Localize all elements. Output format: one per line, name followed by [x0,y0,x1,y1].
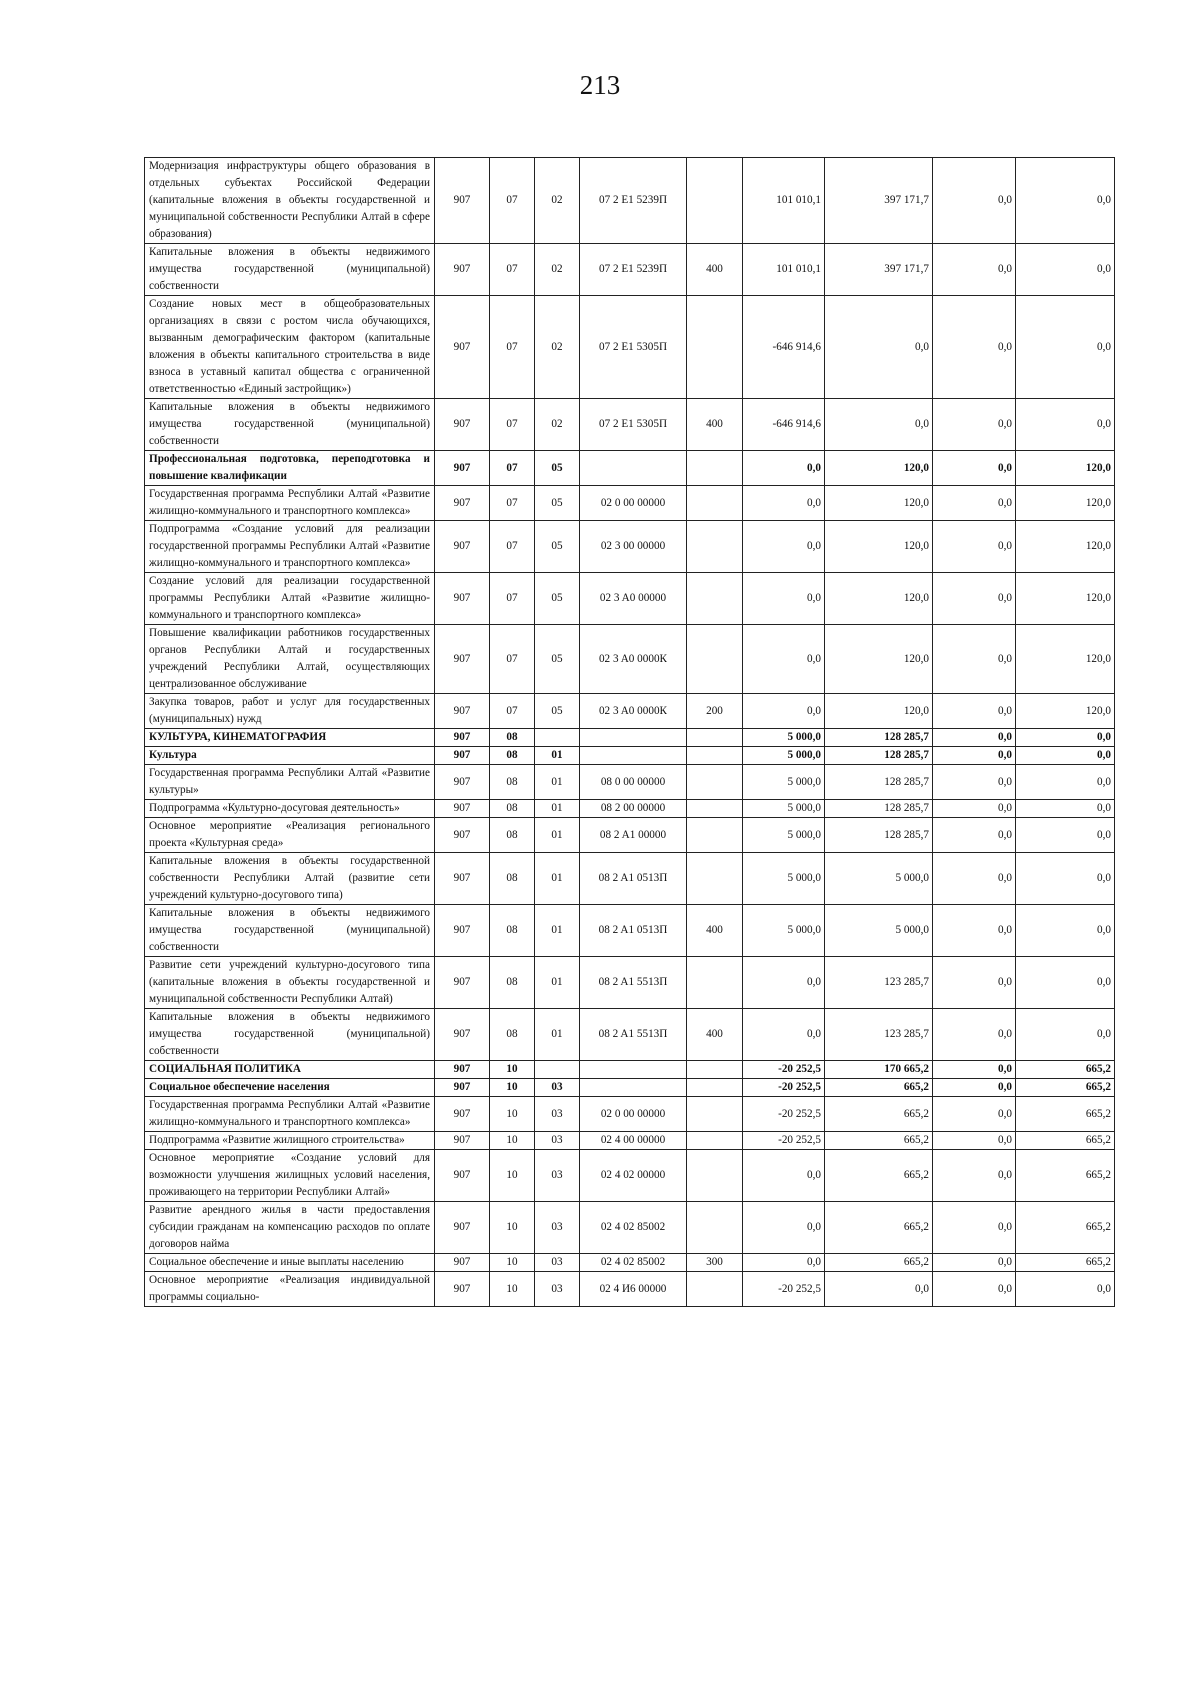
dept-code: 907 [435,957,490,1009]
expense-type-code [687,1202,743,1254]
amount-3: 0,0 [933,158,1016,244]
subsection-code: 03 [535,1202,580,1254]
subsection-code: 03 [535,1079,580,1097]
row-name: Капитальные вложения в объекты недвижимого имущества государственной (муниципальной) собственности [145,905,435,957]
amount-2: 665,2 [825,1097,933,1132]
amount-1: 0,0 [743,486,825,521]
amount-4: 0,0 [1016,957,1115,1009]
table-row [145,747,1115,765]
dept-code: 907 [435,1132,490,1150]
amount-4: 120,0 [1016,573,1115,625]
amount-2: 120,0 [825,521,933,573]
amount-3: 0,0 [933,800,1016,818]
target-article-code: 02 3 A0 0000К [580,694,687,729]
amount-2: 5 000,0 [825,853,933,905]
amount-2: 665,2 [825,1079,933,1097]
section-code: 08 [490,957,535,1009]
dept-code: 907 [435,625,490,694]
target-article-code: 08 0 00 00000 [580,765,687,800]
table-row [145,694,1115,729]
amount-2: 120,0 [825,625,933,694]
amount-1: 0,0 [743,521,825,573]
amount-1: -20 252,5 [743,1132,825,1150]
subsection-code: 05 [535,694,580,729]
amount-4: 120,0 [1016,486,1115,521]
target-article-code: 02 4 02 85002 [580,1202,687,1254]
row-name: Повышение квалификации работников государственных органов Республики Алтай и государственных учреждений Республики Алтай, осуществляющих централизованное обслуживание [145,625,435,694]
target-article-code: 07 2 E1 5239П [580,244,687,296]
amount-1: 5 000,0 [743,765,825,800]
amount-2: 665,2 [825,1150,933,1202]
target-article-code: 07 2 E1 5239П [580,158,687,244]
amount-1: 0,0 [743,1202,825,1254]
subsection-code: 01 [535,957,580,1009]
amount-3: 0,0 [933,1202,1016,1254]
amount-3: 0,0 [933,905,1016,957]
section-code: 08 [490,905,535,957]
section-code: 10 [490,1254,535,1272]
amount-4: 120,0 [1016,521,1115,573]
row-name: Государственная программа Республики Алтай «Развитие культуры» [145,765,435,800]
amount-2: 123 285,7 [825,1009,933,1061]
amount-4: 0,0 [1016,244,1115,296]
section-code: 08 [490,818,535,853]
expense-type-code [687,1150,743,1202]
amount-4: 665,2 [1016,1202,1115,1254]
dept-code: 907 [435,765,490,800]
subsection-code: 01 [535,800,580,818]
expense-type-code [687,521,743,573]
amount-4: 0,0 [1016,296,1115,399]
expense-type-code [687,957,743,1009]
amount-4: 665,2 [1016,1254,1115,1272]
target-article-code: 02 4 02 00000 [580,1150,687,1202]
amount-2: 120,0 [825,451,933,486]
amount-2: 120,0 [825,694,933,729]
subsection-code: 03 [535,1254,580,1272]
amount-4: 120,0 [1016,694,1115,729]
target-article-code [580,451,687,486]
target-article-code: 02 0 00 00000 [580,486,687,521]
expense-type-code [687,800,743,818]
target-article-code: 02 3 A0 00000 [580,573,687,625]
amount-2: 397 171,7 [825,244,933,296]
row-name: Государственная программа Республики Алтай «Развитие жилищно-коммунального и транспортного комплекса» [145,486,435,521]
target-article-code: 08 2 A1 5513П [580,1009,687,1061]
expense-type-code [687,765,743,800]
amount-4: 120,0 [1016,625,1115,694]
subsection-code [535,1061,580,1079]
expense-type-code [687,296,743,399]
expense-type-code [687,1272,743,1307]
expense-type-code: 400 [687,244,743,296]
dept-code: 907 [435,521,490,573]
amount-4: 120,0 [1016,451,1115,486]
amount-1: 0,0 [743,1254,825,1272]
dept-code: 907 [435,399,490,451]
target-article-code [580,1061,687,1079]
dept-code: 907 [435,1061,490,1079]
subsection-code: 03 [535,1150,580,1202]
subsection-code: 02 [535,158,580,244]
amount-4: 0,0 [1016,905,1115,957]
amount-3: 0,0 [933,853,1016,905]
row-name: Профессиональная подготовка, переподготовка и повышение квалификации [145,451,435,486]
row-name: Основное мероприятие «Создание условий для возможности улучшения жилищных условий населения, проживающего на территории Республики Алтай» [145,1150,435,1202]
target-article-code [580,1079,687,1097]
amount-2: 128 285,7 [825,800,933,818]
amount-1: 5 000,0 [743,905,825,957]
section-code: 08 [490,765,535,800]
section-code: 07 [490,244,535,296]
amount-2: 128 285,7 [825,729,933,747]
section-code: 08 [490,1009,535,1061]
table-row [145,853,1115,905]
expense-type-code: 400 [687,399,743,451]
table-row [145,1150,1115,1202]
dept-code: 907 [435,905,490,957]
table-row [145,486,1115,521]
amount-4: 665,2 [1016,1061,1115,1079]
table-row [145,765,1115,800]
amount-3: 0,0 [933,1272,1016,1307]
section-code: 10 [490,1132,535,1150]
target-article-code: 02 4 И6 00000 [580,1272,687,1307]
dept-code: 907 [435,573,490,625]
amount-1: 0,0 [743,625,825,694]
amount-2: 665,2 [825,1132,933,1150]
amount-1: 0,0 [743,694,825,729]
dept-code: 907 [435,1079,490,1097]
dept-code: 907 [435,694,490,729]
amount-1: 0,0 [743,1150,825,1202]
row-name: Подпрограмма «Создание условий для реализации государственной программы Республики Алтай «Развитие жилищно-коммунального и транспортного комплекса» [145,521,435,573]
subsection-code: 05 [535,486,580,521]
amount-2: 665,2 [825,1202,933,1254]
section-code: 10 [490,1272,535,1307]
amount-1: 0,0 [743,573,825,625]
table-row [145,296,1115,399]
table-row [145,451,1115,486]
amount-1: -646 914,6 [743,296,825,399]
expense-type-code [687,1079,743,1097]
amount-3: 0,0 [933,765,1016,800]
amount-2: 397 171,7 [825,158,933,244]
row-name: Капитальные вложения в объекты недвижимого имущества государственной (муниципальной) собственности [145,399,435,451]
amount-1: 5 000,0 [743,818,825,853]
section-code: 10 [490,1079,535,1097]
table-row [145,818,1115,853]
table-row [145,957,1115,1009]
amount-4: 665,2 [1016,1079,1115,1097]
dept-code: 907 [435,800,490,818]
table-row [145,1202,1115,1254]
table-row [145,800,1115,818]
expense-type-code: 400 [687,1009,743,1061]
target-article-code: 08 2 A1 00000 [580,818,687,853]
expense-type-code: 300 [687,1254,743,1272]
section-code: 07 [490,694,535,729]
amount-3: 0,0 [933,1079,1016,1097]
page-number: 213 [579,70,621,100]
section-code: 08 [490,747,535,765]
row-name: Развитие арендного жилья в части предоставления субсидии гражданам на компенсацию расходов по оплате договоров найма [145,1202,435,1254]
table-row [145,729,1115,747]
section-code: 07 [490,451,535,486]
subsection-code: 01 [535,818,580,853]
amount-4: 0,0 [1016,800,1115,818]
subsection-code: 01 [535,747,580,765]
dept-code: 907 [435,818,490,853]
subsection-code: 05 [535,573,580,625]
amount-1: 5 000,0 [743,853,825,905]
table-row [145,521,1115,573]
row-name: Создание новых мест в общеобразовательных организациях в связи с ростом числа обучающихся, вызванным демографическим фактором (капитальные вложения в объекты капитального строительства в виде взноса в уставный капитал общества с ограниченной ответственностью «Единый застройщик») [145,296,435,399]
row-name: Подпрограмма «Культурно-досуговая деятельность» [145,800,435,818]
expense-type-code [687,625,743,694]
section-code: 07 [490,486,535,521]
amount-3: 0,0 [933,399,1016,451]
target-article-code: 08 2 A1 0513П [580,853,687,905]
amount-1: -20 252,5 [743,1079,825,1097]
expense-type-code [687,158,743,244]
dept-code: 907 [435,158,490,244]
amount-2: 0,0 [825,296,933,399]
subsection-code: 05 [535,625,580,694]
dept-code: 907 [435,244,490,296]
amount-3: 0,0 [933,573,1016,625]
table-row [145,1254,1115,1272]
table-row [145,1272,1115,1307]
table-row [145,905,1115,957]
dept-code: 907 [435,486,490,521]
dept-code: 907 [435,1254,490,1272]
subsection-code: 03 [535,1132,580,1150]
dept-code: 907 [435,747,490,765]
amount-1: 0,0 [743,957,825,1009]
section-code: 07 [490,625,535,694]
row-name: Подпрограмма «Развитие жилищного строительства» [145,1132,435,1150]
amount-4: 0,0 [1016,818,1115,853]
section-code: 08 [490,800,535,818]
amount-4: 665,2 [1016,1132,1115,1150]
target-article-code: 08 2 00 00000 [580,800,687,818]
table-row [145,399,1115,451]
amount-3: 0,0 [933,486,1016,521]
row-name: КУЛЬТУРА, КИНЕМАТОГРАФИЯ [145,729,435,747]
amount-2: 170 665,2 [825,1061,933,1079]
table-row [145,1079,1115,1097]
expense-type-code: 200 [687,694,743,729]
amount-3: 0,0 [933,625,1016,694]
row-name: Капитальные вложения в объекты государственной собственности Республики Алтай (развитие сети учреждений культурно-досугового типа) [145,853,435,905]
section-code: 08 [490,729,535,747]
section-code: 10 [490,1150,535,1202]
dept-code: 907 [435,1009,490,1061]
row-name: Основное мероприятие «Реализация регионального проекта «Культурная среда» [145,818,435,853]
amount-3: 0,0 [933,521,1016,573]
expense-type-code [687,1061,743,1079]
expense-type-code: 400 [687,905,743,957]
subsection-code: 02 [535,399,580,451]
amount-1: -646 914,6 [743,399,825,451]
amount-1: 0,0 [743,451,825,486]
budget-table [144,157,1115,1307]
target-article-code: 02 0 00 00000 [580,1097,687,1132]
table-row [145,1061,1115,1079]
amount-4: 0,0 [1016,399,1115,451]
amount-4: 0,0 [1016,853,1115,905]
row-name: Основное мероприятие «Реализация индивидуальной программы социально- [145,1272,435,1307]
subsection-code: 01 [535,765,580,800]
target-article-code [580,747,687,765]
amount-4: 0,0 [1016,729,1115,747]
section-code: 10 [490,1097,535,1132]
amount-2: 120,0 [825,573,933,625]
amount-1: 5 000,0 [743,729,825,747]
subsection-code: 01 [535,905,580,957]
amount-2: 0,0 [825,1272,933,1307]
amount-1: 101 010,1 [743,244,825,296]
amount-2: 665,2 [825,1254,933,1272]
expense-type-code [687,1097,743,1132]
table-row [145,573,1115,625]
row-name: СОЦИАЛЬНАЯ ПОЛИТИКА [145,1061,435,1079]
expense-type-code [687,451,743,486]
target-article-code: 02 3 00 00000 [580,521,687,573]
expense-type-code [687,573,743,625]
amount-3: 0,0 [933,1009,1016,1061]
amount-2: 128 285,7 [825,747,933,765]
amount-3: 0,0 [933,747,1016,765]
expense-type-code [687,818,743,853]
subsection-code: 03 [535,1272,580,1307]
row-name: Закупка товаров, работ и услуг для государственных (муниципальных) нужд [145,694,435,729]
target-article-code: 07 2 E1 5305П [580,399,687,451]
amount-1: -20 252,5 [743,1061,825,1079]
subsection-code: 02 [535,296,580,399]
row-name: Социальное обеспечение населения [145,1079,435,1097]
amount-1: 5 000,0 [743,800,825,818]
dept-code: 907 [435,729,490,747]
dept-code: 907 [435,853,490,905]
row-name: Создание условий для реализации государственной программы Республики Алтай «Развитие жилищно-коммунального и транспортного комплекса» [145,573,435,625]
table-row [145,1009,1115,1061]
row-name: Государственная программа Республики Алтай «Развитие жилищно-коммунального и транспортного комплекса» [145,1097,435,1132]
amount-2: 0,0 [825,399,933,451]
amount-4: 665,2 [1016,1097,1115,1132]
target-article-code: 07 2 E1 5305П [580,296,687,399]
target-article-code: 02 4 02 85002 [580,1254,687,1272]
amount-2: 5 000,0 [825,905,933,957]
amount-2: 128 285,7 [825,765,933,800]
expense-type-code [687,1132,743,1150]
amount-3: 0,0 [933,244,1016,296]
amount-3: 0,0 [933,818,1016,853]
dept-code: 907 [435,451,490,486]
amount-3: 0,0 [933,1061,1016,1079]
amount-3: 0,0 [933,957,1016,1009]
subsection-code: 05 [535,451,580,486]
amount-3: 0,0 [933,451,1016,486]
target-article-code: 02 3 A0 0000К [580,625,687,694]
row-name: Социальное обеспечение и иные выплаты населению [145,1254,435,1272]
subsection-code: 03 [535,1097,580,1132]
target-article-code: 08 2 A1 5513П [580,957,687,1009]
row-name: Культура [145,747,435,765]
table-row [145,625,1115,694]
amount-2: 123 285,7 [825,957,933,1009]
subsection-code: 02 [535,244,580,296]
row-name: Капитальные вложения в объекты недвижимого имущества государственной (муниципальной) собственности [145,244,435,296]
amount-4: 0,0 [1016,747,1115,765]
dept-code: 907 [435,296,490,399]
amount-1: 5 000,0 [743,747,825,765]
expense-type-code [687,853,743,905]
amount-1: -20 252,5 [743,1097,825,1132]
table-row [145,244,1115,296]
section-code: 07 [490,573,535,625]
amount-4: 0,0 [1016,765,1115,800]
target-article-code: 02 4 00 00000 [580,1132,687,1150]
table-row [145,1132,1115,1150]
expense-type-code [687,747,743,765]
amount-2: 128 285,7 [825,818,933,853]
target-article-code [580,729,687,747]
dept-code: 907 [435,1097,490,1132]
section-code: 10 [490,1202,535,1254]
dept-code: 907 [435,1150,490,1202]
amount-1: 101 010,1 [743,158,825,244]
amount-4: 0,0 [1016,1009,1115,1061]
section-code: 08 [490,853,535,905]
subsection-code: 01 [535,1009,580,1061]
amount-3: 0,0 [933,694,1016,729]
amount-2: 120,0 [825,486,933,521]
amount-4: 665,2 [1016,1150,1115,1202]
section-code: 10 [490,1061,535,1079]
amount-4: 0,0 [1016,158,1115,244]
amount-3: 0,0 [933,729,1016,747]
section-code: 07 [490,296,535,399]
subsection-code: 05 [535,521,580,573]
amount-3: 0,0 [933,1097,1016,1132]
dept-code: 907 [435,1202,490,1254]
section-code: 07 [490,158,535,244]
amount-1: 0,0 [743,1009,825,1061]
expense-type-code [687,729,743,747]
row-name: Модернизация инфраструктуры общего образования в отдельных субъектах Российской Федерации (капитальные вложения в объекты государственной и муниципальной собственности Республики Алтай в сфере образования) [145,158,435,244]
row-name: Развитие сети учреждений культурно-досугового типа (капитальные вложения в объекты государственной и муниципальной собственности Республики Алтай) [145,957,435,1009]
amount-4: 0,0 [1016,1272,1115,1307]
row-name: Капитальные вложения в объекты недвижимого имущества государственной (муниципальной) собственности [145,1009,435,1061]
amount-3: 0,0 [933,1150,1016,1202]
subsection-code [535,729,580,747]
dept-code: 907 [435,1272,490,1307]
expense-type-code [687,486,743,521]
section-code: 07 [490,399,535,451]
amount-1: -20 252,5 [743,1272,825,1307]
amount-3: 0,0 [933,296,1016,399]
table-row [145,158,1115,244]
section-code: 07 [490,521,535,573]
target-article-code: 08 2 A1 0513П [580,905,687,957]
amount-3: 0,0 [933,1132,1016,1150]
subsection-code: 01 [535,853,580,905]
table-row [145,1097,1115,1132]
amount-3: 0,0 [933,1254,1016,1272]
